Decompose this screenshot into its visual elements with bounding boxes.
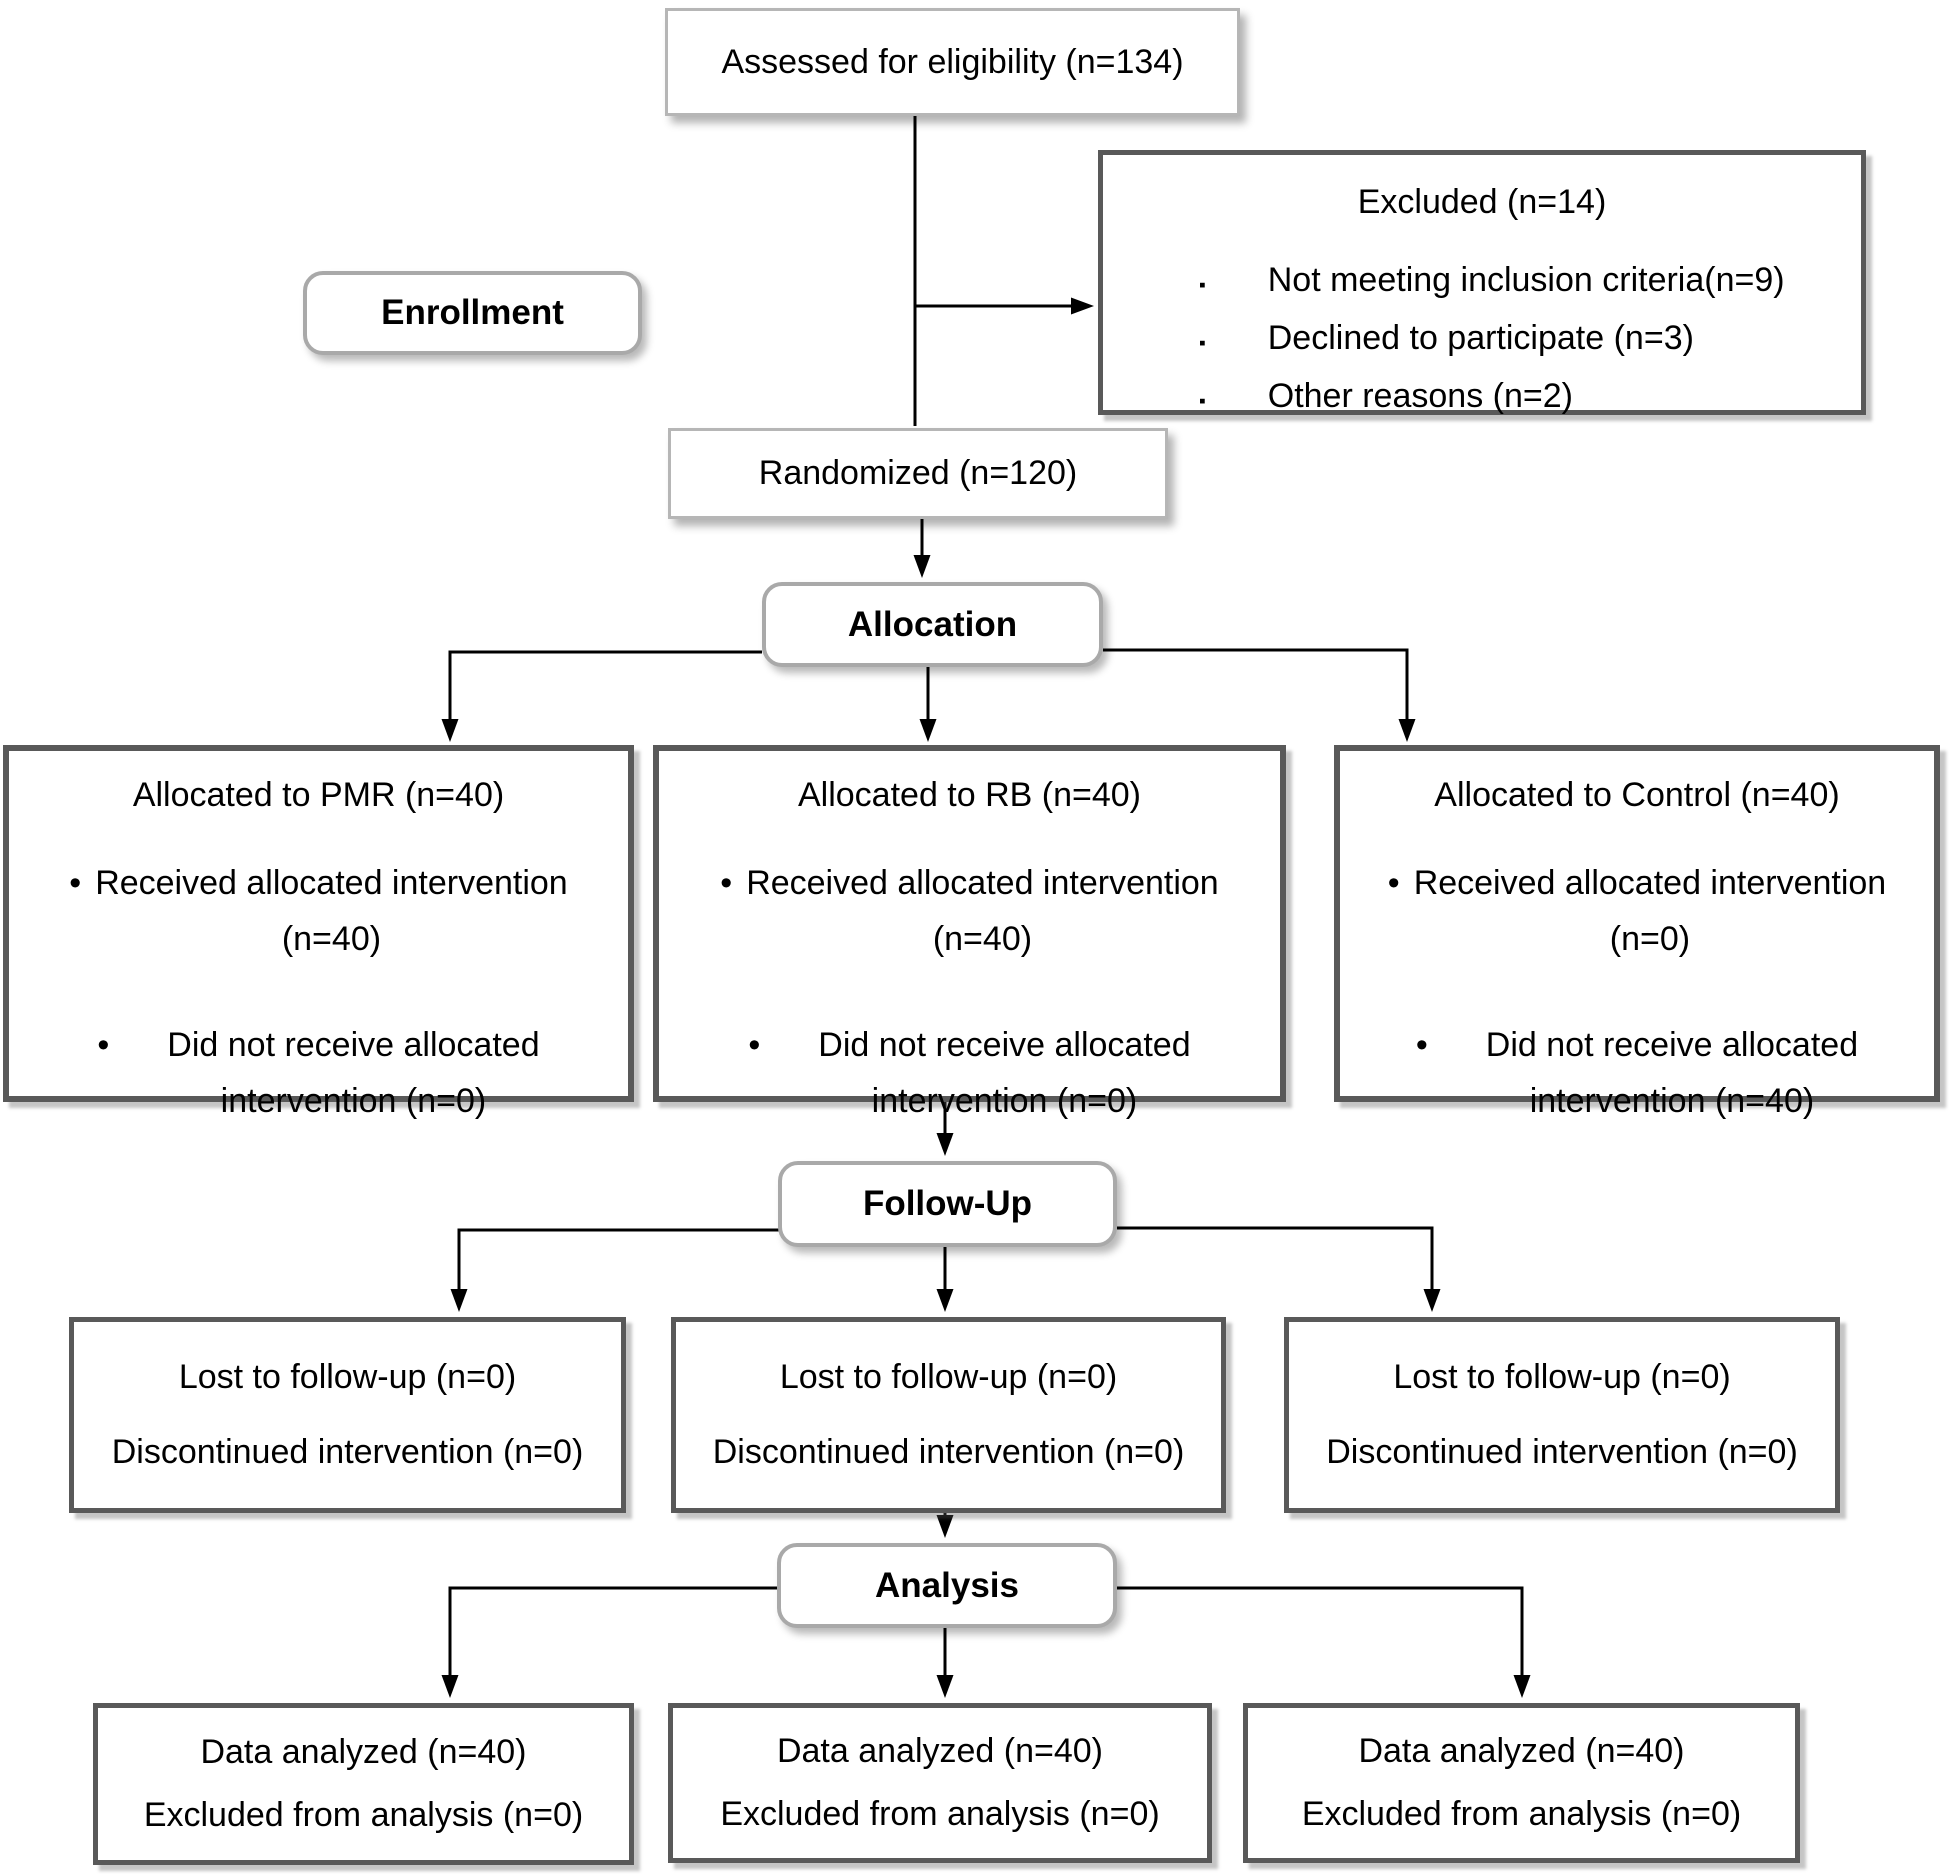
round-bullet-icon: • bbox=[748, 1026, 761, 1064]
excluded-item bbox=[1199, 254, 1861, 312]
followup-control-box bbox=[1284, 1317, 1840, 1513]
arrow-followup-right bbox=[1117, 1228, 1432, 1308]
round-bullet-icon: • bbox=[1415, 1026, 1428, 1064]
arrow-analysis-right bbox=[1117, 1588, 1522, 1694]
analyzed-text: Data analyzed (n=40) bbox=[1358, 1732, 1685, 1770]
not-received-text bbox=[1486, 1017, 1858, 1129]
received-text bbox=[95, 855, 568, 967]
lost-text: Lost to follow-up (n=0) bbox=[178, 1358, 517, 1396]
allocated-pmr-content bbox=[9, 751, 628, 1129]
not-received-line1: Did not receive allocated bbox=[818, 1026, 1191, 1064]
round-bullet-icon: • bbox=[1387, 864, 1400, 902]
assessed-text: Assessed for eligibility (n=134) bbox=[721, 42, 1184, 81]
not-received-line1: Did not receive allocated bbox=[167, 1026, 540, 1064]
stage-enrollment bbox=[303, 271, 642, 355]
received-item bbox=[9, 855, 628, 967]
allocated-pmr-box bbox=[3, 745, 634, 1120]
randomized-box bbox=[668, 428, 1168, 519]
not-received-line2: intervention (n=0) bbox=[871, 1082, 1138, 1120]
discontinued-text: Discontinued intervention (n=0) bbox=[1326, 1433, 1798, 1471]
excluded-analysis-text: Excluded from analysis (n=0) bbox=[1301, 1795, 1742, 1833]
excluded-analysis-text: Excluded from analysis (n=0) bbox=[143, 1796, 584, 1835]
alloc-title: Allocated to Control (n=40) bbox=[1434, 776, 1840, 814]
received-text bbox=[746, 855, 1219, 967]
followup-pmr-box bbox=[69, 1317, 626, 1513]
received-line1: Received allocated intervention bbox=[746, 864, 1219, 902]
square-bullet-icon: ▪ bbox=[1199, 275, 1206, 296]
stage-allocation bbox=[762, 582, 1103, 667]
followup-rb-box bbox=[671, 1317, 1226, 1513]
allocated-rb-box bbox=[653, 745, 1286, 1120]
analysis-control-box bbox=[1243, 1703, 1800, 1863]
not-received-text bbox=[167, 1017, 539, 1129]
stage-allocation-label: Allocation bbox=[847, 604, 1018, 644]
lost-text: Lost to follow-up (n=0) bbox=[779, 1358, 1118, 1396]
round-bullet-icon: • bbox=[69, 864, 82, 902]
not-received-line2: intervention (n=0) bbox=[220, 1082, 487, 1120]
lost-text: Lost to follow-up (n=0) bbox=[1393, 1358, 1731, 1396]
excluded-analysis-text: Excluded from analysis (n=0) bbox=[720, 1795, 1160, 1833]
stage-analysis bbox=[777, 1543, 1117, 1628]
arrow-allocation-to-pmr bbox=[450, 652, 762, 738]
alloc-title: Allocated to RB (n=40) bbox=[797, 776, 1142, 814]
allocated-control-content bbox=[1340, 751, 1934, 1129]
analysis-pmr-box bbox=[93, 1703, 634, 1865]
received-line1: Received allocated intervention bbox=[95, 864, 568, 902]
not-received-text bbox=[818, 1017, 1190, 1129]
excluded-item-text: Declined to participate (n=3) bbox=[1267, 319, 1694, 357]
received-line2: (n=0) bbox=[1609, 920, 1691, 958]
received-line2: (n=40) bbox=[932, 920, 1033, 958]
received-line1: Received allocated intervention bbox=[1413, 864, 1887, 902]
not-received-item bbox=[9, 1017, 628, 1129]
square-bullet-icon: ▪ bbox=[1199, 391, 1206, 412]
alloc-title: Allocated to PMR (n=40) bbox=[132, 776, 505, 814]
excluded-box bbox=[1098, 150, 1866, 415]
stage-followup-label: Follow-Up bbox=[862, 1184, 1033, 1223]
analysis-rb-box bbox=[668, 1703, 1212, 1863]
not-received-item bbox=[1340, 1017, 1934, 1129]
not-received-item bbox=[659, 1017, 1280, 1129]
round-bullet-icon: • bbox=[97, 1026, 110, 1064]
excluded-item-text: Other reasons (n=2) bbox=[1267, 377, 1573, 415]
round-bullet-icon: • bbox=[720, 864, 733, 902]
received-line2: (n=40) bbox=[281, 920, 382, 958]
square-bullet-icon: ▪ bbox=[1199, 333, 1206, 354]
excluded-item bbox=[1199, 312, 1861, 370]
excluded-title: Excluded (n=14) bbox=[1357, 183, 1607, 221]
received-item bbox=[659, 855, 1280, 967]
arrow-analysis-left bbox=[450, 1588, 777, 1694]
excluded-item bbox=[1199, 370, 1861, 428]
excluded-list bbox=[1103, 254, 1861, 428]
received-item bbox=[1340, 855, 1934, 967]
stage-followup bbox=[778, 1161, 1117, 1247]
stage-enrollment-label: Enrollment bbox=[381, 293, 564, 332]
allocated-control-box bbox=[1334, 745, 1940, 1120]
randomized-text: Randomized (n=120) bbox=[758, 454, 1078, 492]
excluded-item-text: Not meeting inclusion criteria(n=9) bbox=[1267, 261, 1785, 299]
assessed-box bbox=[665, 8, 1240, 116]
stage-analysis-label: Analysis bbox=[875, 1565, 1019, 1605]
allocated-rb-content bbox=[659, 751, 1280, 1129]
analyzed-text: Data analyzed (n=40) bbox=[776, 1732, 1104, 1770]
arrow-allocation-to-control bbox=[1103, 650, 1407, 738]
not-received-line2: intervention (n=40) bbox=[1529, 1082, 1815, 1120]
discontinued-text: Discontinued intervention (n=0) bbox=[111, 1433, 584, 1471]
not-received-line1: Did not receive allocated bbox=[1485, 1026, 1859, 1064]
analyzed-text: Data analyzed (n=40) bbox=[200, 1732, 527, 1771]
discontinued-text: Discontinued intervention (n=0) bbox=[712, 1433, 1185, 1471]
arrow-followup-left bbox=[459, 1230, 780, 1308]
received-text bbox=[1414, 855, 1887, 967]
